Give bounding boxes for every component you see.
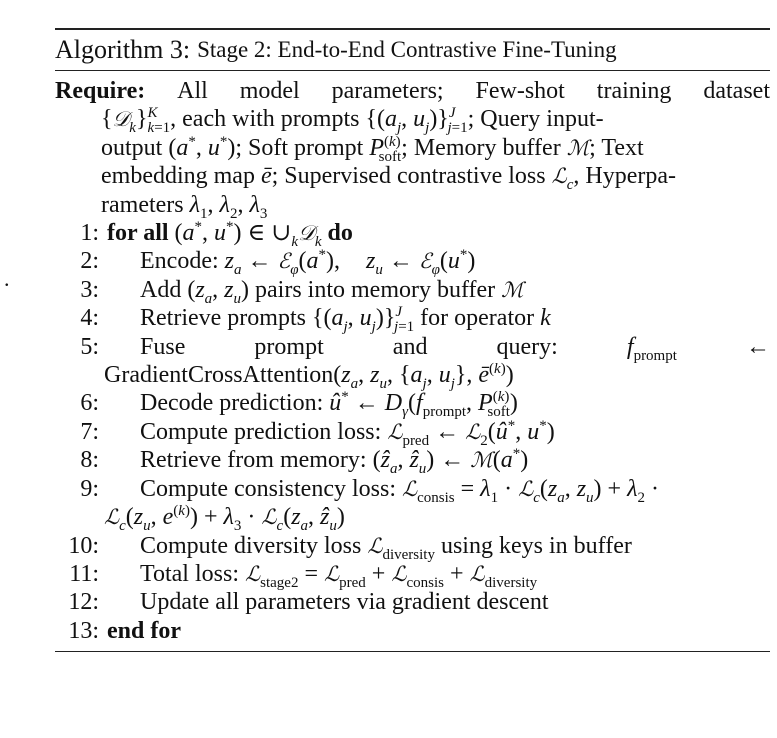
require-line-2: {𝒟$_k$}$^K_{k=1}$, each with prompts {($a_j$, $u_j)\}^J_{j=1}$; Query input- [101, 105, 604, 137]
step-13: 13: end for [55, 617, 770, 645]
require-line-1: Require: All model parameters; Few-shot training dataset [55, 78, 770, 104]
step-number: 11: [69, 560, 99, 587]
step-number: 10: [68, 532, 99, 559]
bottom-rule [55, 651, 770, 652]
step-number: 5: [80, 333, 99, 360]
step-number: 9: [80, 475, 99, 502]
step-number: 3: [80, 276, 99, 303]
algorithm-caption: Stage 2: End-to-End Contrastive Fine-Tuning [197, 37, 617, 62]
algorithm-box [55, 28, 770, 652]
step-number: 1: [80, 220, 99, 247]
step-10: 10: Compute diversity loss ℒ$_{diversity}$ using keys in buffer [55, 532, 770, 560]
algorithm-label: Algorithm 3: [55, 35, 191, 64]
step-number: 8: [80, 447, 99, 474]
step-9-continuation: $ℒ_c(z_u$, $e^{(k)}) + \lambda_3$ · $ℒ_c(z_a$, ẑ$_u$) [104, 503, 345, 534]
step-number: 2: [80, 248, 99, 275]
require-keyword: Require: [55, 78, 146, 104]
step-12-text: Update all parameters via gradient descent [140, 589, 549, 616]
stray-mark: . [4, 266, 10, 291]
step-1: 1: for all (a*, u*) ∈ $\cup_k𝒟_k$ do [55, 219, 770, 247]
step-6: 6: Decode prediction: û* ← $D_\gamma(f_{prompt}$, $P^{(k)}_{soft}$) [55, 389, 770, 417]
step-number: 12: [68, 589, 99, 616]
step-5-continuation: $GradientCrossAttention(z_a$, $z_u$, {$a_j$, $u_j$}, $ē^{(k)}$) [104, 361, 514, 392]
step-5: 5: Fuse prompt and query: $f_{prompt}$ ← [55, 333, 770, 361]
step-7: 7: Compute prediction loss: ℒ$_{pred}$ ← ℒ$_2$(û*, u*) [55, 418, 770, 446]
step-number: 13: [68, 617, 99, 644]
step-number: 4: [80, 305, 99, 332]
algorithm-title [55, 30, 770, 70]
step-8: 8: Retrieve from memory: (ẑ$_a$, ẑ$_u$) ← ℳ(a*) [55, 446, 770, 474]
algorithm-body [55, 71, 770, 651]
require-line-3: output (a*, u*); Soft prompt $P^{(k)}_{soft}$; Memory buffer ℳ; Text [101, 133, 644, 165]
step-4: 4: Retrieve prompts {($a_j$, $u_j)\}^J_{j=1}$ for operator k [55, 304, 770, 332]
step-11: 11: Total loss: ℒ$_{stage2}$ = ℒ$_{pred}$ + ℒ$_{consis}$ + ℒ$_{diversity}$ [55, 560, 770, 588]
step-3: 3: Add ($z_a$, $z_u$) pairs into memory buffer ℳ [55, 276, 770, 304]
require-line-4: embedding map ē; Supervised contrastive loss ℒ$_c$, Hyperpa- [101, 163, 677, 194]
step-2: 2: Encode: $z_a$ ← ℰ$_\varphi$(a*), $z_u$ ← ℰ$_\varphi$(u*) [55, 247, 770, 275]
require-line-5: rameters $\lambda_1$, $\lambda_2$, $\lambda_3$ [101, 191, 268, 222]
step-number: 7: [80, 418, 99, 445]
step-number: 6: [80, 390, 99, 417]
step-9: 9: Compute consistency loss: ℒ$_{consis}$ = $\lambda_1$ · $ℒ_c(z_a$, $z_u) + \lambda_2$ · [55, 475, 770, 503]
step-12 [55, 588, 770, 616]
